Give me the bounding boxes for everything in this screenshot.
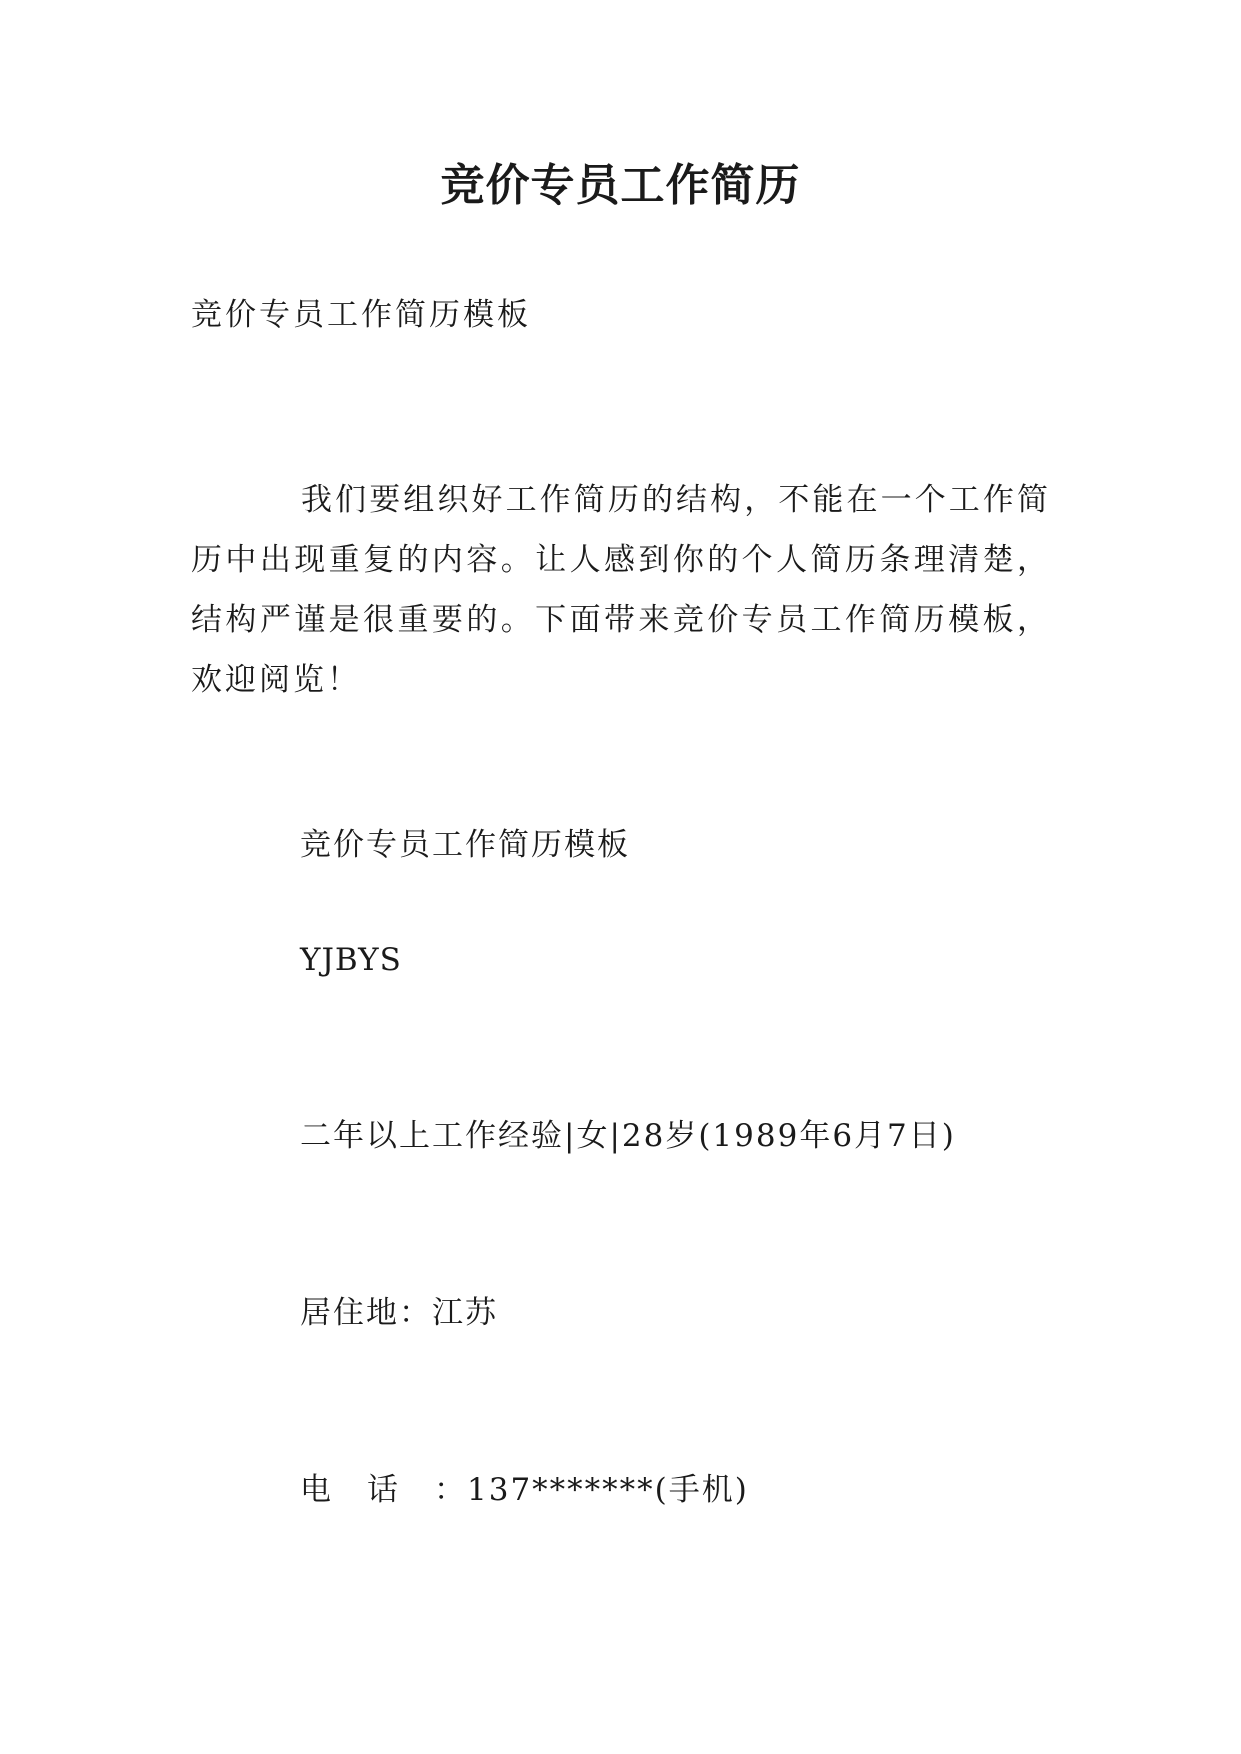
resume-phone xyxy=(300,1470,749,1510)
resume-code: YJBYS xyxy=(300,942,402,978)
resume-residence: 居住地：江苏 xyxy=(300,1295,498,1331)
intro-paragraph: 我们要组织好工作简历的结构，不能在一个工作简历中出现重复的内容。让人感到你的个人简历条理清楚，结构严谨是很重要的。下面带来竞价专员工作简历模板，欢迎阅览！ xyxy=(191,482,1051,698)
resume-summary: 二年以上工作经验|女|28岁(1989年6月7日) xyxy=(300,1118,956,1154)
document-subtitle: 竞价专员工作简历模板 xyxy=(191,297,531,333)
phone-label: 电话 xyxy=(300,1472,434,1508)
resume-heading: 竞价专员工作简历模板 xyxy=(300,827,630,863)
document-title: 竞价专员工作简历 xyxy=(440,160,801,211)
phone-value: ：137*******(手机) xyxy=(434,1472,749,1508)
